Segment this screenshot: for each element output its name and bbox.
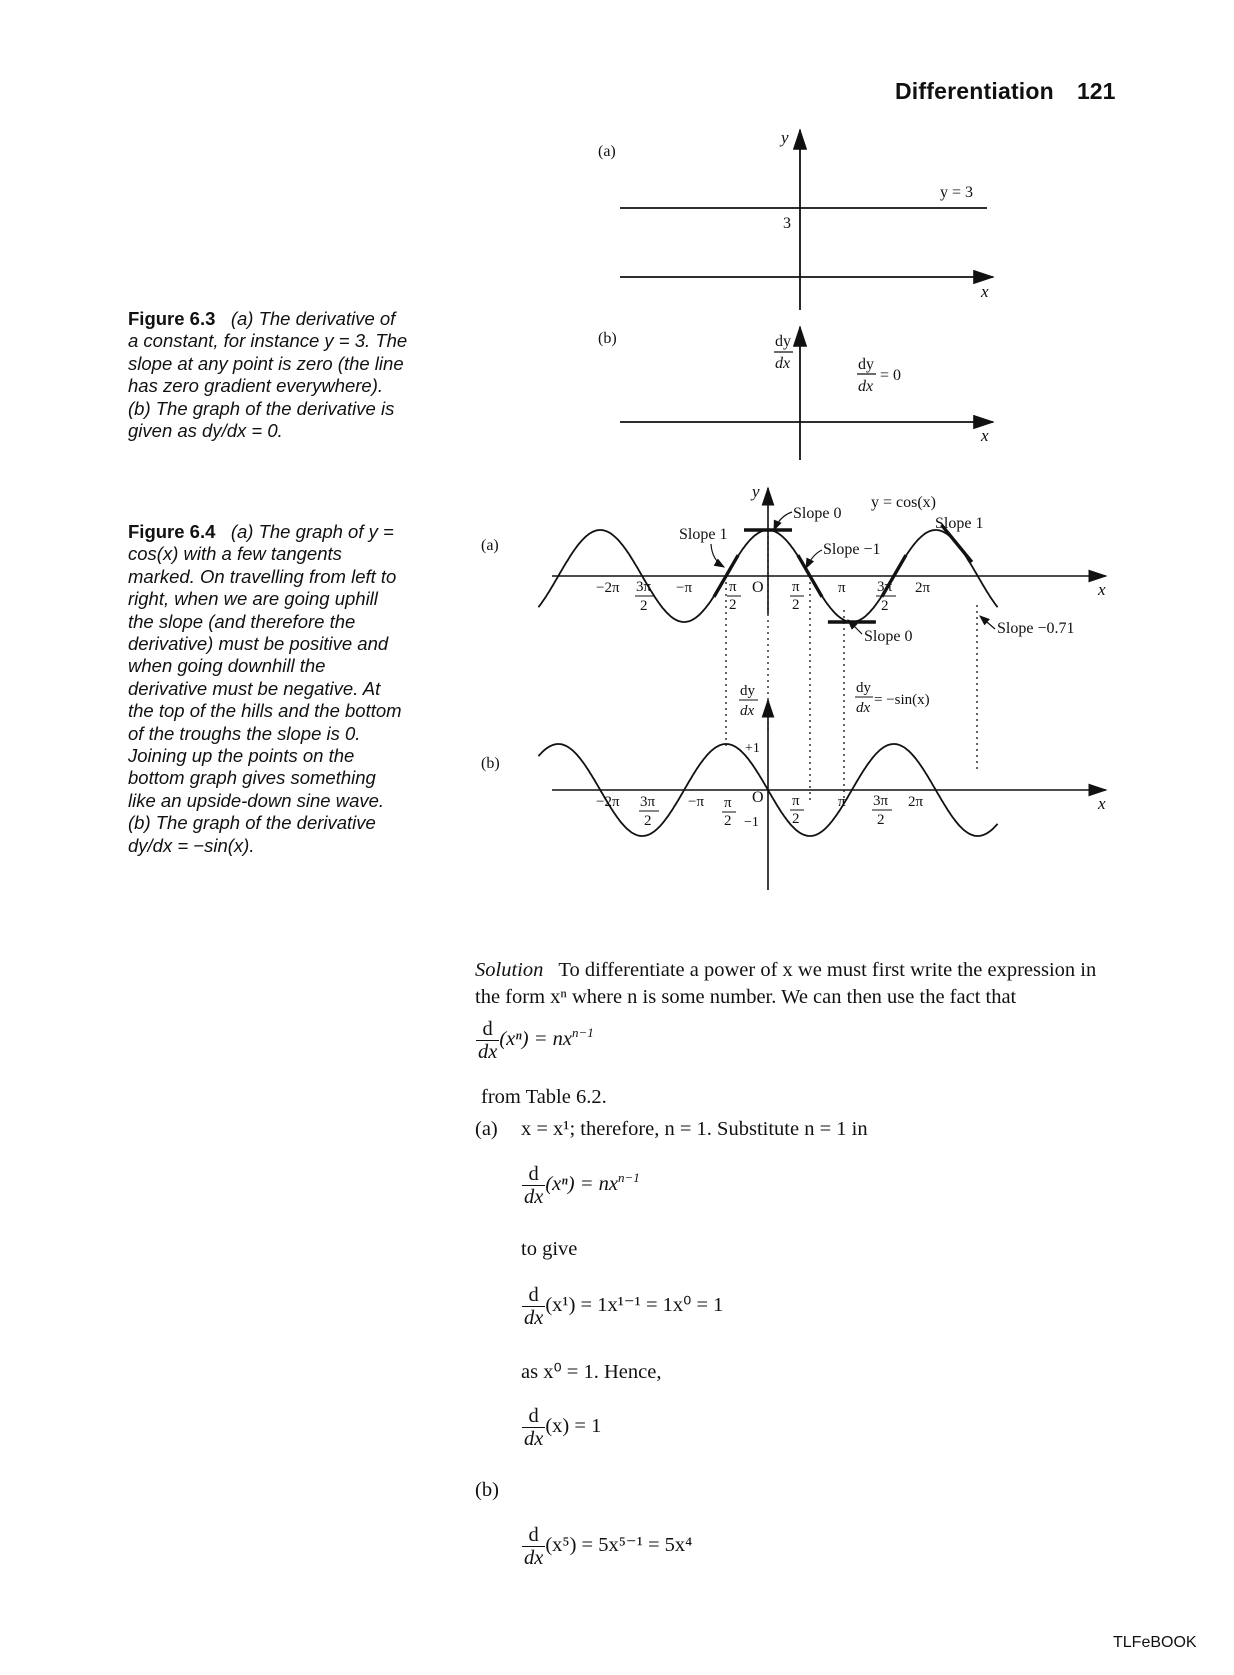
fig64b-tick-neg2pi: −2π — [596, 794, 620, 810]
fig64a-tick-3pi2-den: 2 — [881, 598, 889, 614]
from-table-text: from Table 6.2. — [481, 1086, 607, 1108]
fig64a-tick-neg3pi2: 3π — [636, 579, 652, 595]
eq-a1-den: dx — [524, 1186, 544, 1208]
fig63a-y-label: y — [781, 128, 789, 147]
fig64b-minus1: −1 — [744, 815, 759, 830]
fig64b-plus1: +1 — [745, 741, 760, 756]
fig64a-tick-pi: π — [838, 580, 846, 596]
fig64b-y-label-num: dy — [740, 683, 755, 699]
eq-a1-num: d — [522, 1163, 545, 1186]
fig63b-y-label-num: dy — [775, 333, 791, 350]
fig64a-tick-pi2-den: 2 — [792, 597, 800, 613]
fig64a-origin: O — [752, 579, 764, 596]
fig64a-tick-neg3pi2-den: 2 — [640, 598, 648, 614]
figure-6-4-caption-text: (a) The graph of y = cos(x) with a few tangents marked. On travelling from left to right, when we are going uphill the slope (and therefore the derivative) must be positive and when going downhill the derivative must be negative. At the top of the hills and the bottom of the troughs the slope is 0. Joining up the points on the bottom graph gives something like an upside-down sine wave. (b) The graph of the derivative dy/dx = −sin(x). — [128, 521, 402, 856]
footer-watermark: TLFeBOOK — [1113, 1634, 1197, 1651]
fig64b-tick-negpi2: π — [724, 795, 732, 811]
figure-6-3-label: Figure 6.3 — [128, 308, 216, 329]
equation-a2 — [522, 1284, 723, 1329]
eq-a2-den: dx — [524, 1307, 544, 1329]
eq-a3-body: (x) = 1 — [545, 1415, 602, 1438]
eq-general-num: d — [476, 1018, 499, 1041]
part-a-label: (a) — [475, 1118, 498, 1140]
to-give-text: to give — [521, 1238, 578, 1260]
fig64a-tick-negpi2-den: 2 — [729, 597, 737, 613]
figure-6-3 — [0, 0, 1234, 470]
fig64b-tick-pi2: π — [792, 793, 800, 809]
fig64b-tick-pi2-den: 2 — [792, 811, 800, 827]
fig64a-y-label: y — [752, 482, 760, 501]
fig64a-tick-3pi2: 3π — [877, 579, 893, 595]
equation-a3 — [522, 1405, 601, 1450]
page-number: 121 — [1077, 78, 1116, 104]
as-x0-text: as x⁰ = 1. Hence, — [521, 1361, 662, 1383]
fig63b-eq-den: dx — [858, 378, 874, 395]
fig64a-tick-negpi: −π — [676, 580, 693, 596]
fig63b-eq-num: dy — [858, 356, 874, 373]
slope-annotation-2: Slope 0 — [793, 505, 842, 522]
fig64a-x-label: x — [1098, 580, 1106, 599]
part-b-label: (b) — [475, 1479, 499, 1501]
solution-lead: Solution — [475, 959, 544, 981]
fig64a-tick-neg2pi: −2π — [596, 580, 620, 596]
figure-6-3-caption-text: (a) The derivative of a constant, for instance y = 3. The slope at any point is zero (the line has zero gradient everywhere). (b) The graph of the derivative is given as dy/dx = 0. — [128, 308, 408, 442]
fig64a-tangents — [714, 525, 972, 622]
fig63b-y-label-den: dx — [775, 355, 791, 372]
fig64b-tick-neg3pi2: 3π — [640, 794, 656, 810]
fig64a-tick-pi2: π — [792, 579, 800, 595]
fig63b-eq-rhs: = 0 — [880, 367, 902, 384]
fig64-panel-a-label: (a) — [481, 537, 499, 554]
equation-b — [522, 1524, 692, 1569]
fig64b-tick-2pi: 2π — [908, 794, 924, 810]
eq-a1-body: (xⁿ) = nx — [545, 1173, 619, 1196]
figure-6-4-label: Figure 6.4 — [128, 521, 216, 542]
fig64b-tick-negpi: −π — [688, 794, 705, 810]
eq-a1-exp: n−1 — [618, 1170, 640, 1186]
fig64b-eq-num: dy — [856, 680, 871, 696]
fig63a-line-label: y = 3 — [940, 184, 974, 201]
eq-b-num: d — [522, 1524, 545, 1547]
fig64b-origin: O — [752, 789, 764, 806]
fig64b-eq-den: dx — [856, 700, 871, 716]
fig64-panel-b-label: (b) — [481, 755, 500, 772]
eq-a3-den: dx — [524, 1428, 544, 1450]
fig64a-tick-2pi: 2π — [915, 580, 931, 596]
fig64a-curve-label: y = cos(x) — [871, 494, 937, 511]
part-a-text: x = x¹; therefore, n = 1. Substitute n = 1 in — [521, 1118, 868, 1140]
running-header-title: Differentiation — [895, 78, 1054, 104]
fig64b-tick-negpi2-den: 2 — [724, 813, 732, 829]
fig63a-intercept-label: 3 — [783, 215, 791, 232]
solution-intro: To differentiate a power of x we must first write the expression in the form xⁿ where n is some number. We can then use the fact that — [475, 959, 1097, 1008]
fig64b-eq-rhs: = −sin(x) — [874, 692, 930, 708]
equation-a1 — [522, 1163, 640, 1208]
equation-general — [476, 1018, 594, 1063]
fig64b-tick-3pi2: 3π — [873, 793, 889, 809]
slope-annotation-6: Slope −0.71 — [997, 620, 1075, 637]
fig64b-y-label-den: dx — [740, 703, 755, 719]
eq-b-body: (x⁵) = 5x⁵⁻¹ = 5x⁴ — [545, 1534, 693, 1557]
fig64a-tick-negpi2: π — [729, 579, 737, 595]
fig63-panel-a-label: (a) — [598, 143, 616, 160]
eq-general-exp: n−1 — [572, 1025, 594, 1041]
fig63-panel-b-label: (b) — [598, 330, 617, 347]
solution-paragraph — [475, 957, 1125, 1011]
fig63a-x-label: x — [981, 282, 989, 301]
fig64b-tick-3pi2-den: 2 — [877, 812, 885, 828]
eq-a3-num: d — [522, 1405, 545, 1428]
fig64b-tick-pi: π — [838, 794, 846, 810]
slope-annotation-4: Slope 1 — [935, 515, 984, 532]
fig63b-x-label: x — [981, 426, 989, 445]
figure-6-4 — [0, 470, 1234, 900]
fig64b-tick-neg3pi2-den: 2 — [644, 813, 652, 829]
eq-a2-num: d — [522, 1284, 545, 1307]
eq-general-den: dx — [478, 1041, 498, 1063]
eq-b-den: dx — [524, 1547, 544, 1569]
eq-general-body: (xⁿ) = nx — [499, 1028, 573, 1051]
slope-annotation-1: Slope 1 — [679, 526, 728, 543]
slope-annotation-3: Slope −1 — [823, 541, 881, 558]
slope-annotation-5: Slope 0 — [864, 628, 913, 645]
eq-a2-body: (x¹) = 1x¹⁻¹ = 1x⁰ = 1 — [545, 1294, 724, 1317]
fig64b-x-label: x — [1098, 794, 1106, 813]
